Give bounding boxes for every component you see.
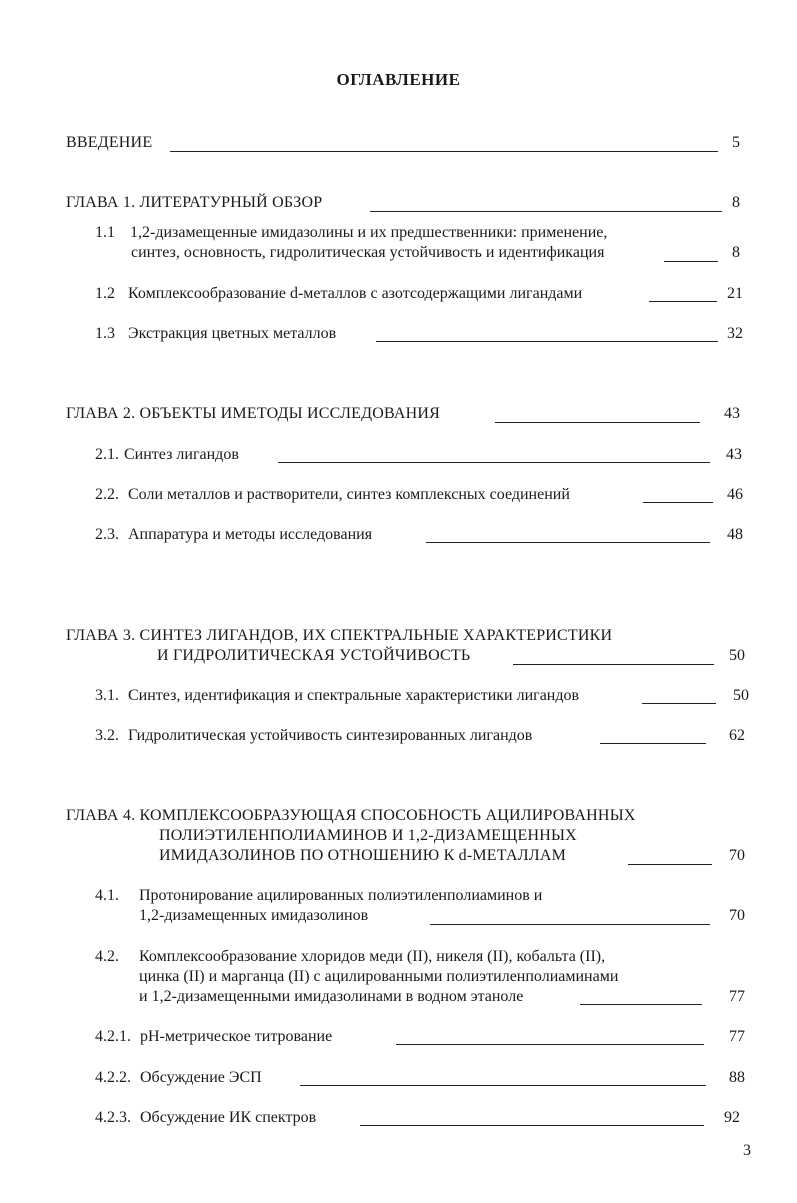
toc-entry-number: 4.2. — [95, 948, 119, 965]
toc-page: 43 — [724, 405, 740, 422]
toc-entry-line: синтез, основность, гидролитическая устойчивость и идентификация — [131, 244, 605, 261]
toc-entry-label: Аппаратура и методы исследования — [128, 526, 373, 543]
toc-entry-label: ГЛАВА 1. ЛИТЕРАТУРНЫЙ ОБЗОР — [66, 194, 323, 211]
leader-line — [628, 864, 712, 865]
toc-entry-number: 4.2.1. — [95, 1028, 131, 1045]
leader-line — [376, 341, 718, 342]
toc-page: 50 — [733, 687, 749, 704]
toc-entry-line: ГЛАВА 4. КОМПЛЕКСООБРАЗУЮЩАЯ СПОСОБНОСТЬ АЦИЛИРОВАННЫХ — [66, 807, 636, 824]
toc-page: 32 — [727, 325, 743, 342]
leader-line — [278, 462, 710, 463]
toc-entry-label: Гидролитическая устойчивость синтезированных лигандов — [128, 727, 533, 744]
toc-page: 8 — [732, 244, 740, 261]
leader-line — [430, 924, 710, 925]
toc-entry-line: Комплексообразование хлоридов меди (II), никеля (II), кобальта (II), — [139, 948, 606, 965]
toc-entry-line: 1,2-дизамещенные имидазолины и их предшественники: применение, — [130, 224, 608, 241]
leader-line — [642, 703, 716, 704]
leader-line — [170, 151, 718, 152]
leader-line — [396, 1044, 704, 1045]
toc-page: 21 — [727, 285, 743, 302]
leader-line — [495, 422, 700, 423]
toc-page: 77 — [729, 1028, 745, 1045]
leader-line — [426, 542, 710, 543]
toc-entry-line: И ГИДРОЛИТИЧЕСКАЯ УСТОЙЧИВОСТЬ — [157, 647, 471, 664]
toc-entry-number: 2.1. — [95, 446, 119, 463]
toc-entry-number: 4.1. — [95, 887, 119, 904]
toc-page: 62 — [729, 727, 745, 744]
leader-line — [360, 1125, 704, 1126]
toc-entry-line: Протонирование ацилированных полиэтиленполиаминов и — [139, 887, 543, 904]
toc-entry-label: Соли металлов и растворители, синтез комплексных соединений — [128, 486, 570, 503]
toc-entry-label: Комплексообразование d-металлов с азотсодержащими лигандами — [128, 285, 583, 302]
leader-line — [513, 664, 714, 665]
toc-entry-number: 3.1. — [95, 687, 119, 704]
toc-entry-number: 3.2. — [95, 727, 119, 744]
leader-line — [300, 1085, 706, 1086]
toc-page: 43 — [726, 446, 742, 463]
toc-entry-number: 2.3. — [95, 526, 119, 543]
toc-entry-number: 1.3 — [95, 325, 115, 342]
toc-entry-line: ПОЛИЭТИЛЕНПОЛИАМИНОВ И 1,2-ДИЗАМЕЩЕННЫХ — [159, 827, 577, 844]
toc-entry-line: ГЛАВА 3. СИНТЕЗ ЛИГАНДОВ, ИХ СПЕКТРАЛЬНЫЕ ХАРАКТЕРИСТИКИ — [66, 627, 613, 644]
toc-title: ОГЛАВЛЕНИЕ — [336, 70, 461, 89]
toc-entry-label: Обсуждение ИК спектров — [140, 1109, 317, 1126]
toc-entry-number: 4.2.2. — [95, 1069, 131, 1086]
toc-entry-label: Синтез лигандов — [124, 446, 239, 463]
toc-entry-number: 4.2.3. — [95, 1109, 131, 1126]
toc-entry-line: цинка (II) и марганца (II) с ацилированными полиэтиленполиаминами — [139, 968, 619, 985]
toc-entry-number: 2.2. — [95, 486, 119, 503]
toc-entry-line: ИМИДАЗОЛИНОВ ПО ОТНОШЕНИЮ К d-МЕТАЛЛАМ — [159, 847, 566, 864]
leader-line — [580, 1004, 702, 1005]
toc-entry-number: 1.2 — [95, 285, 115, 302]
leader-line — [600, 743, 706, 744]
toc-page: 70 — [729, 907, 745, 924]
toc-entry-line: 1,2-дизамещенных имидазолинов — [139, 907, 369, 924]
page-number: 3 — [743, 1142, 751, 1159]
toc-page: 50 — [729, 647, 745, 664]
toc-page: 8 — [732, 194, 740, 211]
toc-entry-label: Синтез, идентификация и спектральные характеристики лигандов — [128, 687, 580, 704]
toc-page: 88 — [729, 1069, 745, 1086]
toc-entry-label: pH-метрическое титрование — [140, 1028, 333, 1045]
toc-entry-number: 1.1 — [95, 224, 115, 241]
toc-entry-label: Обсуждение ЭСП — [140, 1069, 262, 1086]
toc-entry-label: ГЛАВА 2. ОБЪЕКТЫ ИМЕТОДЫ ИССЛЕДОВАНИЯ — [66, 405, 441, 422]
toc-page: 92 — [724, 1109, 740, 1126]
toc-entry-label: Экстракция цветных металлов — [128, 325, 337, 342]
leader-line — [370, 211, 722, 212]
toc-page: 70 — [729, 847, 745, 864]
toc-page: 5 — [732, 134, 740, 151]
toc-page: 77 — [729, 988, 745, 1005]
toc-page: 48 — [727, 526, 743, 543]
toc-page: 46 — [727, 486, 743, 503]
toc-entry-label: ВВЕДЕНИЕ — [66, 134, 153, 151]
toc-entry-line: и 1,2-дизамещенными имидазолинами в водном этаноле — [139, 988, 524, 1005]
